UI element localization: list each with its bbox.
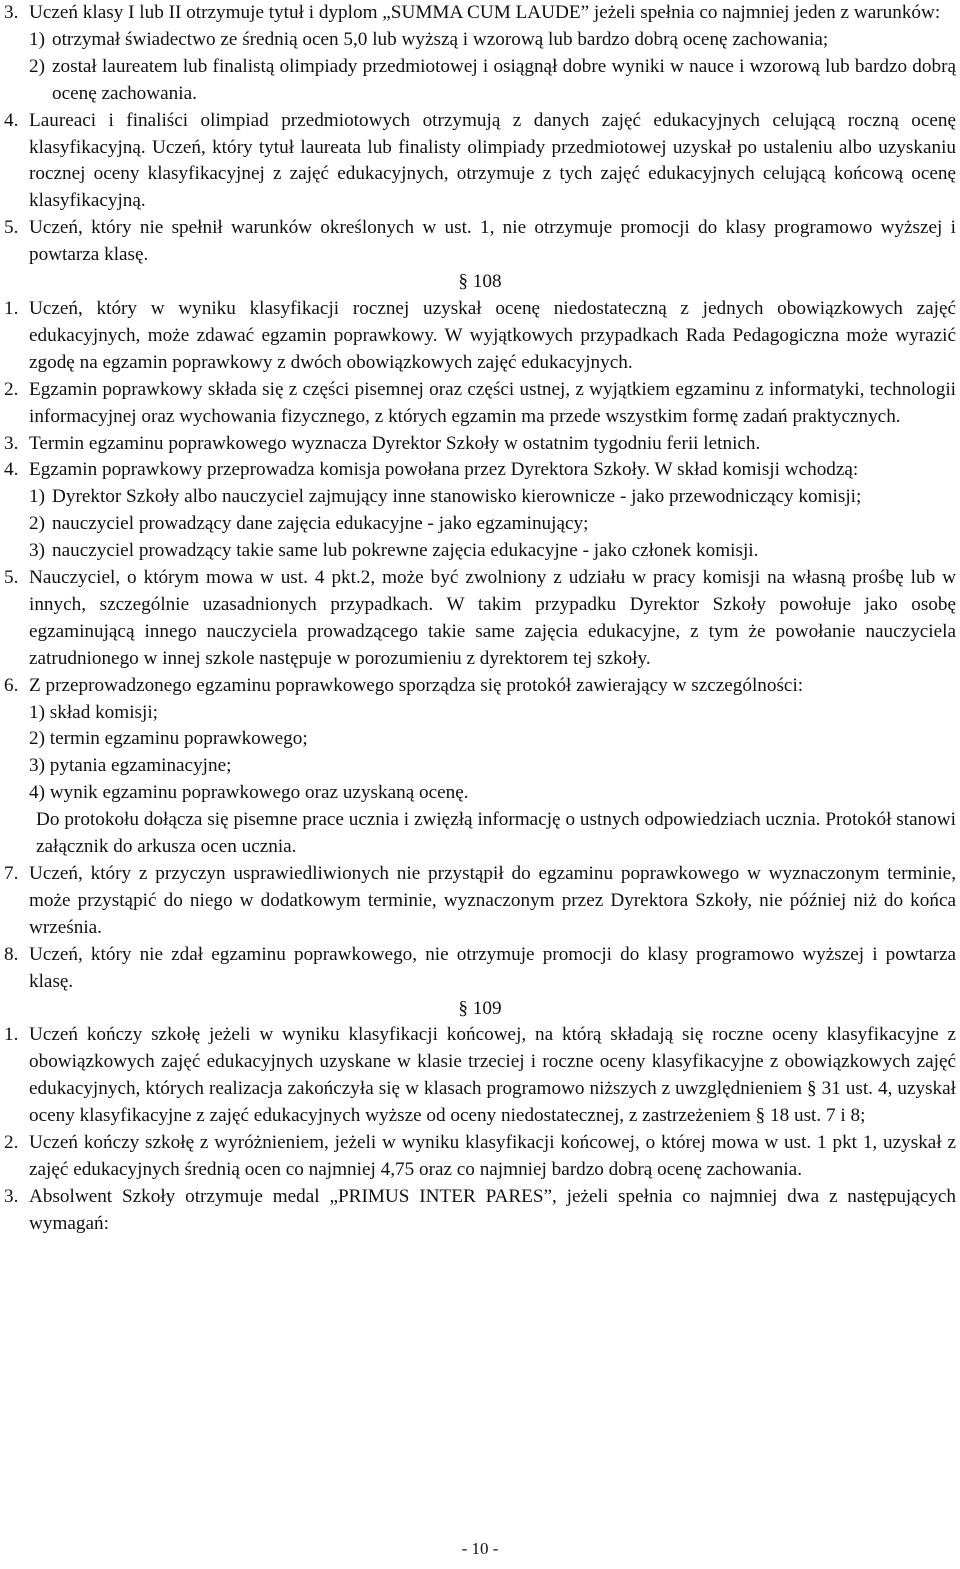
item-text: Uczeń, który w wyniku klasyfikacji rocznej uzyskał ocenę niedostateczną z jednych obowiązkowych zajęć edukacyjnych, może zdawać egzamin poprawkowy. W wyjątkowych przypadkach Rada Pedagogiczna może wyrazić zgodę na egzamin poprawkowy z dwóch obowiązkowych zajęć edukacyjnych.	[29, 297, 956, 373]
item-number: 7.	[4, 863, 19, 884]
item-text: Uczeń kończy szkołę z wyróżnieniem, jeżeli w wyniku klasyfikacji końcowej, o której mowa w ust. 1 pkt 1, uzyskał z zajęć edukacyjnych średnią ocen co najmniej 4,75 oraz co najmniej bardzo dobrą ocenę zachowania.	[29, 1132, 956, 1180]
paragraph-text: 4) wynik egzaminu poprawkowego oraz uzyskaną ocenę.	[29, 782, 469, 804]
document-body	[4, 0, 956, 1238]
item-number: 3.	[4, 1185, 19, 1207]
item-number: 3.	[4, 2, 19, 23]
item-number: 3.	[4, 432, 19, 454]
paragraph-item	[4, 861, 956, 942]
item-text: Uczeń kończy szkołę jeżeli w wyniku klasyfikacji końcowej, na którą składają się roczne oceny klasyfikacyjne z obowiązkowych zajęć edukacyjnych uzyskane w klasie trzeciej i roczne oceny klasyfikacyjne z obowiązkowych zajęć edukacyjnych, których realizacja zakończyła się w klasach programowo niższych z uwzględnieniem § 31 ust. 4, uzyskał oceny klasyfikacyjne z zajęć edukacyjnych wyższe od oceny niedostatecznej, z zastrzeżeniem § 18 ust. 7 i 8;	[29, 1024, 956, 1127]
item-number: 1)	[29, 28, 45, 50]
item-text: otrzymał świadectwo ze średnią ocen 5,0 lub wyższą i wzorową lub bardzo dobrą ocenę zachowania;	[52, 28, 829, 50]
sub-item	[4, 538, 956, 565]
item-text: Egzamin poprawkowy przeprowadza komisja powołana przez Dyrektora Szkoły. W skład komisji wchodzą:	[29, 459, 859, 481]
paragraph-item	[4, 431, 956, 458]
paragraph-item	[4, 0, 956, 27]
section-heading: § 108	[458, 271, 502, 293]
item-text: nauczyciel prowadzący dane zajęcia edukacyjne - jako egzaminujący;	[52, 513, 589, 535]
section-heading: § 109	[458, 997, 502, 1019]
item-text: Uczeń, który z przyczyn usprawiedliwionych nie przystąpił do egzaminu poprawkowego w wyznaczonym terminie, może przystąpić do niego w dodatkowym terminie, wyznaczonym przez Dyrektora Szkoły, nie później niż do końca września.	[29, 863, 956, 938]
item-text: nauczyciel prowadzący takie same lub pokrewne zajęcia edukacyjne - jako członek komisji.	[52, 540, 759, 562]
item-text: Absolwent Szkoły otrzymuje medal „PRIMUS INTER PARES”, jeżeli spełnia co najmniej dwa z następujących wymagań:	[29, 1185, 956, 1234]
item-number: 1)	[29, 486, 45, 508]
item-number: 3)	[29, 540, 45, 562]
item-text: Z przeprowadzonego egzaminu poprawkowego sporządza się protokół zawierający w szczególności:	[29, 674, 804, 696]
paragraph-text: Do protokołu dołącza się pisemne prace ucznia i zwięzłą informację o ustnych odpowiedziach ucznia. Protokół stanowi załącznik do arkusza ocen ucznia.	[36, 809, 956, 858]
paragraph-text: 1) skład komisji;	[29, 701, 158, 723]
sub-item	[4, 511, 956, 538]
paragraph-text: 3) pytania egzaminacyjne;	[29, 755, 232, 777]
item-text: Uczeń klasy I lub II otrzymuje tytuł i dyplom „SUMMA CUM LAUDE” jeżeli spełnia co najmniej jeden z warunków:	[29, 2, 941, 23]
paragraph-text: 2) termin egzaminu poprawkowego;	[29, 728, 308, 750]
item-number: 4.	[4, 459, 19, 481]
paragraph-item	[4, 296, 956, 377]
paragraph-item	[4, 565, 956, 673]
paragraph-item	[4, 215, 956, 269]
paragraph-item	[4, 1130, 956, 1184]
item-number: 8.	[4, 943, 19, 965]
item-number: 2.	[4, 378, 19, 400]
paragraph-item	[4, 457, 956, 484]
item-number: 5.	[4, 567, 19, 589]
item-text: Termin egzaminu poprawkowego wyznacza Dyrektor Szkoły w ostatnim tygodniu ferii letnich.	[29, 432, 761, 454]
paragraph-item	[4, 377, 956, 431]
item-text: został laureatem lub finalistą olimpiady przedmiotowej i osiągnął dobre wyniki w nauce i wzorową lub bardzo dobrą ocenę zachowania.	[52, 55, 956, 104]
item-text: Uczeń, który nie zdał egzaminu poprawkowego, nie otrzymuje promocji do klasy programowo wyższej i powtarza klasę.	[29, 943, 956, 992]
sub-item	[4, 484, 956, 511]
item-text: Egzamin poprawkowy składa się z części pisemnej oraz części ustnej, z wyjątkiem egzaminu z informatyki, technologii informacyjnej oraz wychowania fizycznego, z których egzamin ma przede wszystkim formę zadań praktycznych.	[29, 378, 956, 427]
item-number: 6.	[4, 674, 19, 696]
item-number: 2)	[29, 513, 45, 535]
item-text: Dyrektor Szkoły albo nauczyciel zajmujący inne stanowisko kierownicze - jako przewodniczący komisji;	[52, 486, 862, 508]
sub-item	[4, 54, 956, 108]
paragraph-item	[4, 942, 956, 996]
item-number: 2)	[29, 55, 45, 77]
sub-item	[4, 27, 956, 54]
item-number: 1.	[4, 297, 19, 319]
item-text: Uczeń, który nie spełnił warunków określonych w ust. 1, nie otrzymuje promocji do klasy programowo wyższej i powtarza klasę.	[29, 217, 956, 266]
paragraph-item	[4, 673, 956, 700]
item-text: Laureaci i finaliści olimpiad przedmiotowych otrzymują z danych zajęć edukacyjnych celującą roczną ocenę klasyfikacyjną. Uczeń, który tytuł laureata lub finalisty olimpiady przedmiotowej uzyskał po ustaleniu albo uzyskaniu rocznej oceny klasyfikacyjnej z zajęć edukacyjnych, otrzymuje z tych zajęć edukacyjnych celującą końcową ocenę klasyfikacyjną.	[29, 109, 956, 212]
item-number: 2.	[4, 1132, 19, 1154]
item-number: 5.	[4, 217, 19, 239]
paragraph-item	[4, 1184, 956, 1238]
page-number: - 10 -	[461, 1539, 499, 1558]
paragraph-item	[4, 1022, 956, 1130]
item-text: Nauczyciel, o którym mowa w ust. 4 pkt.2, może być zwolniony z udziału w pracy komisji na własną prośbę lub w innych, szczególnie uzasadnionych przypadkach. W takim przypadku Dyrektor Szkoły powołuje jako osobę egzaminującą innego nauczyciela prowadzącego takie same zajęcia edukacyjne, z tym że powołanie nauczyciela zatrudnionego w innej szkole następuje w porozumieniu z dyrektorem tej szkoły.	[29, 567, 956, 669]
paragraph-item	[4, 108, 956, 216]
item-number: 1.	[4, 1024, 19, 1046]
item-number: 4.	[4, 109, 19, 131]
